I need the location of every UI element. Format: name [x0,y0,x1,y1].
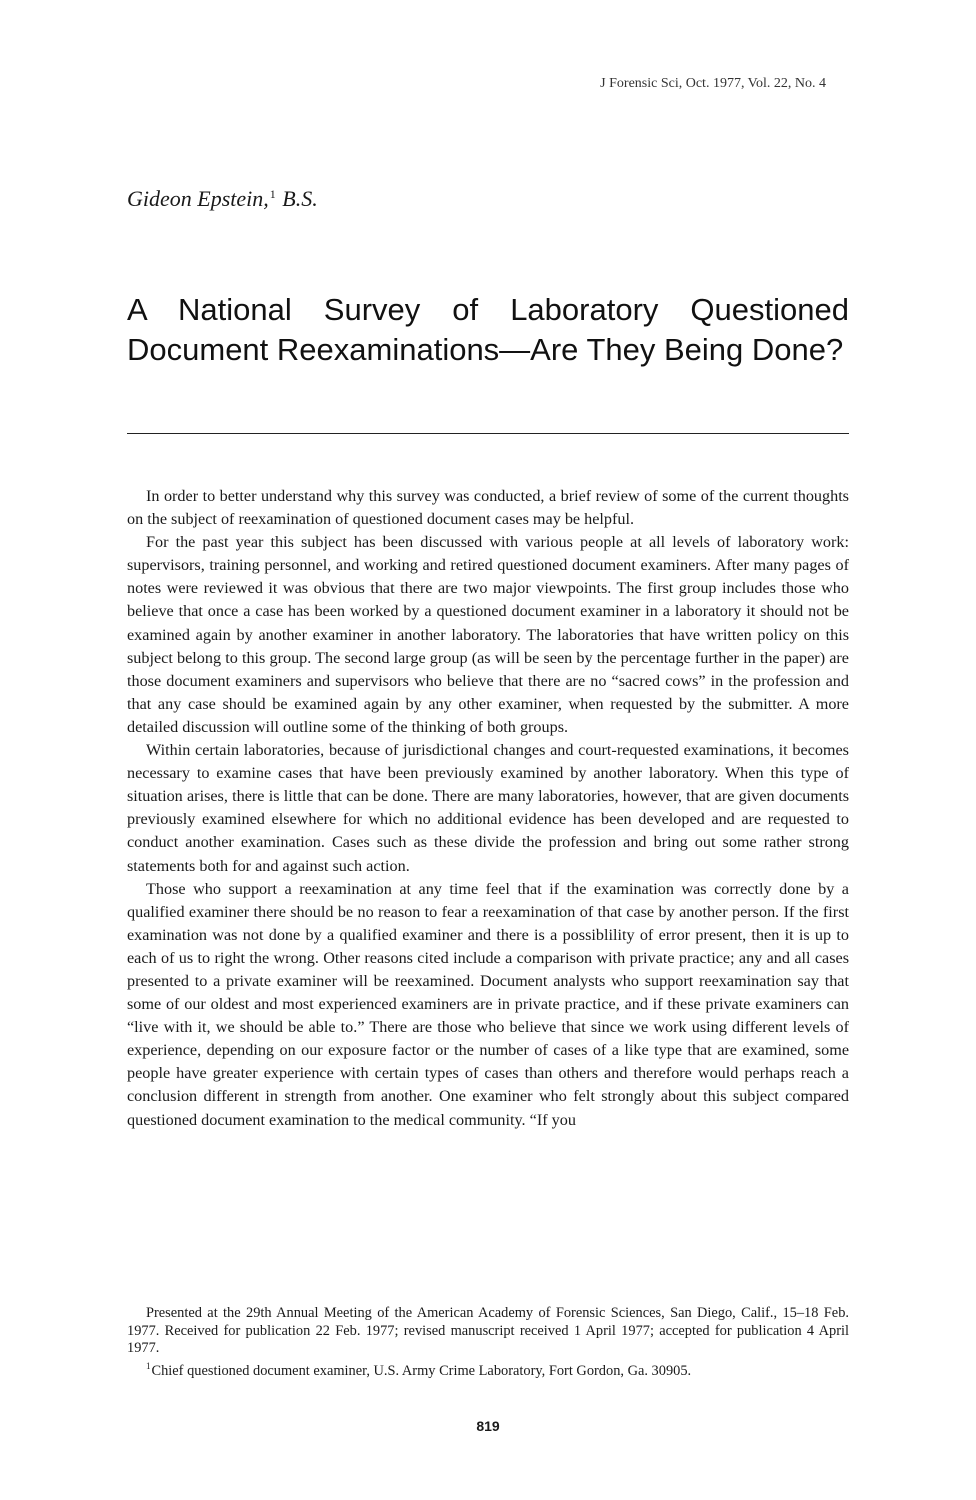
page-number: 819 [476,1418,500,1434]
title-divider-rule [127,433,849,434]
paragraph-4: Those who support a reexamination at any time feel that if the examination was correctly done by a qualified examiner there should be no reason to fear a reexamination of that case by another person. If the first examination was not done by a qualified examiner and there is a possiblility of error present, then it is up to each of us to right the wrong. Other reasons cited include a comparison with private practice; any and all cases presented to a private examiner will be reexamined. Document analysts who support reexamination say that some of our oldest and most experienced examiners are in private practice, and if these private examiners can “live with it, we should be able to.” There are those who believe that since we work using different levels of experience, depending on our exposure factor or the number of cases of a like type that are examined, some people have greater experience with certain types of cases than others and therefore would perhaps reach a conclusion different in strength from another. One examiner who felt strongly about this subject compared questioned document examination to the medical community. “If you [127,879,849,1129]
author-footnote-mark: 1 [269,186,276,201]
author-degree: B.S. [282,186,318,211]
paragraph-3: Within certain laboratories, because of jurisdictional changes and court-requested examinations, it becomes necessary to examine cases that have been previously examined by another laboratory. When this type of situation arises, there is little that can be done. There are many laboratories, however, that are given documents previously examined elsewhere for which no additional evidence has been developed and are requested to conduct another examination. Cases such as these divide the profession and bring out some rather strong statements both for and against such action. [127,741,849,875]
article-body [127,485,849,1132]
footnote-1 [127,1358,849,1380]
footnote-1-mark: 1 [146,1360,151,1371]
footnote-1-text: Chief questioned document examiner, U.S. Army Crime Laboratory, Fort Gordon, Ga. 30905. [151,1362,692,1379]
paragraph-2: For the past year this subject has been discussed with various people at all levels of laboratory work: supervisors, training personnel, and working and retired questioned document examiners. After many pages of notes were reviewed it was obvious that there are two major viewpoints. The first group includes those who believe that once a case has been worked by a questioned document examiner in a laboratory it should not be examined again by another examiner in another laboratory. The laboratories that have written policy on this subject belong to this group. The second large group (as will be seen by the percentage further in the paper) are those document examiners and supervisors who believe that there are no “sacred cows” in the profession and that any case should be examined again by any other examiner, when requested by the submitter. A more detailed discussion will outline some of the thinking of both groups. [127,533,849,736]
presentation-note: Presented at the 29th Annual Meeting of the American Academy of Forensic Sciences, San Diego, Calif., 15–18 Feb. 1977. Received for publication 22 Feb. 1977; revised manuscript received 1 April 1977; accepted for publication 4 April 1977. [127,1305,849,1356]
author-byline [127,186,318,212]
author-name: Gideon Epstein, [127,186,269,211]
paragraph-1: In order to better understand why this survey was conducted, a brief review of some of the current thoughts on the subject of reexamination of questioned document cases may be helpful. [127,487,849,529]
running-head: J Forensic Sci, Oct. 1977, Vol. 22, No. 4 [600,76,826,91]
footnotes [127,1305,849,1380]
article-title [127,290,849,370]
title-line-1: A National Survey of Laboratory Questioned [127,292,849,327]
title-line-2: Document Reexaminations—Are They Being Done? [127,332,844,367]
